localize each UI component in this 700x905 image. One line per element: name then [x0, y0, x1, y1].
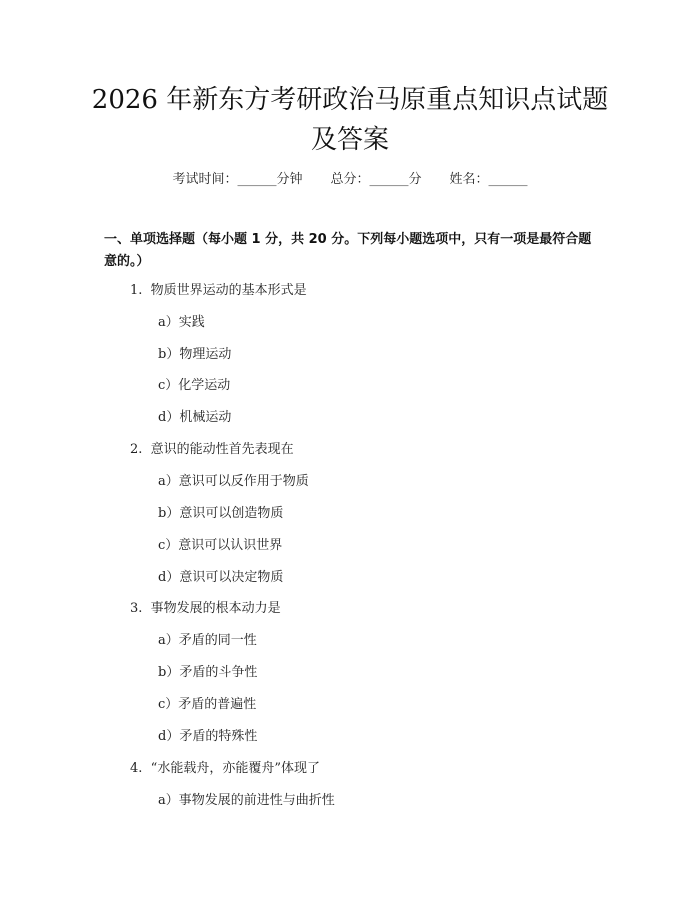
question-number: 4. [130, 761, 143, 776]
question-number: 1. [130, 283, 143, 298]
question-3 [130, 600, 281, 618]
option-d: d）矛盾的特殊性 [158, 729, 258, 744]
question-2 [130, 441, 294, 459]
exam-info [0, 168, 700, 187]
option-d: d）意识可以决定物质 [158, 570, 284, 585]
option-b: b）意识可以创造物质 [158, 506, 284, 521]
question-1 [130, 282, 307, 300]
option-b: b）矛盾的斗争性 [158, 665, 258, 680]
option-a: a）事物发展的前进性与曲折性 [158, 793, 335, 808]
option-d: d）机械运动 [158, 410, 232, 425]
name-field: 姓名：______ [449, 172, 528, 187]
total-score-field: 总分：______分 [330, 172, 422, 187]
question-stem: 意识的能动性首先表现在 [150, 442, 294, 457]
option-a: a）矛盾的同一性 [158, 633, 257, 648]
question-4 [130, 760, 320, 778]
question-stem: 事物发展的根本动力是 [150, 601, 281, 616]
option-a: a）实践 [158, 315, 205, 330]
option-c: c）化学运动 [158, 378, 231, 393]
question-number: 2. [130, 442, 143, 457]
document-title-continued: 及答案 [310, 125, 389, 155]
exam-time-field: 考试时间：______分钟 [172, 172, 303, 187]
question-stem: 物质世界运动的基本形式是 [150, 283, 307, 298]
option-b: b）物理运动 [158, 347, 232, 362]
option-c: c）意识可以认识世界 [158, 538, 283, 553]
option-c: c）矛盾的普遍性 [158, 697, 257, 712]
option-a: a）意识可以反作用于物质 [158, 474, 309, 489]
section-heading: 一、单项选择题（每小题 1 分，共 20 分。下列每小题选项中，只有一项是最符合题意的。） [104, 232, 592, 269]
question-number: 3. [130, 601, 143, 616]
question-stem: “水能载舟，亦能覆舟”体现了 [150, 761, 320, 776]
document-title: 2026 年新东方考研政治马原重点知识点试题 [91, 85, 609, 115]
